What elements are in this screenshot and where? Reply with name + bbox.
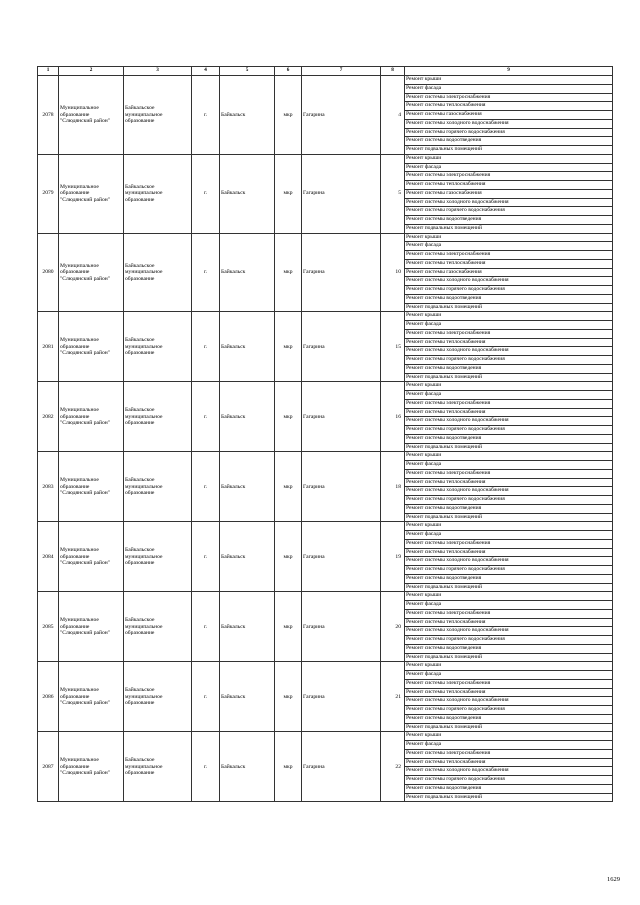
work-item: Ремонт подвальных помещений bbox=[406, 653, 483, 660]
municipal-district-cell: Муниципальное образование "Слюдянский район" bbox=[59, 382, 124, 452]
settlement-cell: Байкальское муниципальное образование bbox=[124, 382, 192, 452]
column-header: 4 bbox=[192, 67, 220, 76]
work-item: Ремонт системы электроснабжения bbox=[405, 400, 612, 409]
house-number-cell: 4 bbox=[381, 76, 405, 155]
settlement-cell: Байкальское муниципальное образование bbox=[124, 233, 192, 312]
works-list-cell bbox=[405, 382, 613, 452]
work-item: Ремонт системы теплоснабжения bbox=[405, 689, 612, 698]
row-number-cell: 2083 bbox=[38, 452, 59, 522]
work-item: Ремонт системы теплоснабжения bbox=[405, 619, 612, 628]
column-header: 2 bbox=[59, 67, 124, 76]
city-cell: Байкальск bbox=[220, 662, 275, 732]
locality-type-cell: г. bbox=[192, 592, 220, 662]
work-item: Ремонт фасада bbox=[405, 321, 612, 330]
microdistrict-cell: мкр bbox=[275, 312, 302, 382]
work-item: Ремонт фасада bbox=[405, 391, 612, 400]
street-cell: Гагарина bbox=[302, 76, 381, 155]
row-number-cell: 2079 bbox=[38, 154, 59, 233]
work-item: Ремонт крыши bbox=[405, 662, 612, 671]
work-item: Ремонт системы холодного водоснабжения bbox=[405, 277, 612, 286]
city-cell: Байкальск bbox=[220, 233, 275, 312]
work-item: Ремонт системы электроснабжения bbox=[405, 172, 612, 181]
work-item: Ремонт системы горячего водоснабжения bbox=[405, 566, 612, 575]
work-item: Ремонт системы холодного водоснабжения bbox=[405, 767, 612, 776]
row-number-cell: 2080 bbox=[38, 233, 59, 312]
microdistrict-cell: мкр bbox=[275, 662, 302, 732]
municipal-district-cell: Муниципальное образование "Слюдянский район" bbox=[59, 662, 124, 732]
work-item: Ремонт фасада bbox=[405, 531, 612, 540]
municipal-district-cell: Муниципальное образование "Слюдянский район" bbox=[59, 312, 124, 382]
street-cell: Гагарина bbox=[302, 233, 381, 312]
municipal-district-cell: Муниципальное образование "Слюдянский район" bbox=[59, 233, 124, 312]
municipal-district-cell: Муниципальное образование "Слюдянский район" bbox=[59, 522, 124, 592]
work-item: Ремонт системы водоотведения bbox=[405, 435, 612, 444]
work-item: Ремонт подвальных помещений bbox=[406, 793, 483, 800]
municipal-district-cell: Муниципальное образование "Слюдянский район" bbox=[59, 452, 124, 522]
work-item: Ремонт системы электроснабжения bbox=[405, 610, 612, 619]
locality-type-cell: г. bbox=[192, 382, 220, 452]
house-number-cell: 15 bbox=[381, 312, 405, 382]
table-row bbox=[38, 592, 613, 662]
work-item: Ремонт системы теплоснабжения bbox=[405, 339, 612, 348]
house-number-cell: 16 bbox=[381, 382, 405, 452]
row-number-cell: 2081 bbox=[38, 312, 59, 382]
settlement-cell: Байкальское муниципальное образование bbox=[124, 452, 192, 522]
work-item: Ремонт системы холодного водоснабжения bbox=[405, 199, 612, 208]
work-item: Ремонт системы холодного водоснабжения bbox=[405, 347, 612, 356]
work-item: Ремонт системы водоотведения bbox=[405, 295, 612, 304]
row-number-cell: 2078 bbox=[38, 76, 59, 155]
street-cell: Гагарина bbox=[302, 312, 381, 382]
work-item: Ремонт крыши bbox=[405, 732, 612, 741]
table-row bbox=[38, 312, 613, 382]
table-row bbox=[38, 154, 613, 233]
column-header: 1 bbox=[38, 67, 59, 76]
locality-type-cell: г. bbox=[192, 732, 220, 802]
street-cell: Гагарина bbox=[302, 522, 381, 592]
street-cell: Гагарина bbox=[302, 592, 381, 662]
work-item: Ремонт системы электроснабжения bbox=[405, 251, 612, 260]
work-item: Ремонт системы горячего водоснабжения bbox=[405, 207, 612, 216]
work-item: Ремонт системы холодного водоснабжения bbox=[405, 417, 612, 426]
work-item: Ремонт крыши bbox=[405, 592, 612, 601]
work-item: Ремонт системы электроснабжения bbox=[405, 94, 612, 103]
work-item: Ремонт системы горячего водоснабжения bbox=[405, 496, 612, 505]
work-item: Ремонт крыши bbox=[405, 234, 612, 243]
work-item: Ремонт системы электроснабжения bbox=[405, 330, 612, 339]
settlement-cell: Байкальское муниципальное образование bbox=[124, 732, 192, 802]
municipal-district-cell: Муниципальное образование "Слюдянский район" bbox=[59, 732, 124, 802]
work-item: Ремонт системы водоотведения bbox=[405, 137, 612, 146]
work-item: Ремонт фасада bbox=[405, 461, 612, 470]
settlement-cell: Байкальское муниципальное образование bbox=[124, 76, 192, 155]
locality-type-cell: г. bbox=[192, 154, 220, 233]
work-item: Ремонт подвальных помещений bbox=[406, 513, 483, 520]
work-item: Ремонт системы теплоснабжения bbox=[405, 409, 612, 418]
settlement-cell: Байкальское муниципальное образование bbox=[124, 592, 192, 662]
work-item: Ремонт фасада bbox=[405, 601, 612, 610]
work-item: Ремонт системы электроснабжения bbox=[405, 750, 612, 759]
microdistrict-cell: мкр bbox=[275, 592, 302, 662]
microdistrict-cell: мкр bbox=[275, 233, 302, 312]
work-item: Ремонт системы газоснабжения bbox=[405, 269, 612, 278]
locality-type-cell: г. bbox=[192, 76, 220, 155]
table-row bbox=[38, 452, 613, 522]
house-number-cell: 5 bbox=[381, 154, 405, 233]
column-header: 5 bbox=[220, 67, 275, 76]
house-number-cell: 21 bbox=[381, 662, 405, 732]
works-list-cell bbox=[405, 452, 613, 522]
work-item: Ремонт системы холодного водоснабжения bbox=[405, 487, 612, 496]
microdistrict-cell: мкр bbox=[275, 522, 302, 592]
work-item: Ремонт крыши bbox=[405, 452, 612, 461]
work-item: Ремонт системы холодного водоснабжения bbox=[405, 627, 612, 636]
work-item: Ремонт системы горячего водоснабжения bbox=[405, 286, 612, 295]
work-item: Ремонт системы горячего водоснабжения bbox=[405, 706, 612, 715]
locality-type-cell: г. bbox=[192, 233, 220, 312]
work-item: Ремонт системы горячего водоснабжения bbox=[405, 129, 612, 138]
work-item: Ремонт системы газоснабжения bbox=[405, 111, 612, 120]
work-item: Ремонт системы холодного водоснабжения bbox=[405, 697, 612, 706]
work-item: Ремонт системы водоотведения bbox=[405, 645, 612, 654]
work-item: Ремонт подвальных помещений bbox=[406, 224, 483, 231]
work-item: Ремонт крыши bbox=[405, 312, 612, 321]
work-item: Ремонт системы теплоснабжения bbox=[405, 102, 612, 111]
city-cell: Байкальск bbox=[220, 452, 275, 522]
work-item: Ремонт подвальных помещений bbox=[406, 303, 483, 310]
locality-type-cell: г. bbox=[192, 452, 220, 522]
row-number-cell: 2086 bbox=[38, 662, 59, 732]
work-item: Ремонт крыши bbox=[405, 382, 612, 391]
work-item: Ремонт системы горячего водоснабжения bbox=[405, 636, 612, 645]
municipal-district-cell: Муниципальное образование "Слюдянский район" bbox=[59, 592, 124, 662]
street-cell: Гагарина bbox=[302, 382, 381, 452]
column-header: 8 bbox=[381, 67, 405, 76]
work-item: Ремонт подвальных помещений bbox=[406, 443, 483, 450]
work-item: Ремонт подвальных помещений bbox=[406, 583, 483, 590]
work-item: Ремонт системы водоотведения bbox=[405, 365, 612, 374]
works-list-cell bbox=[405, 312, 613, 382]
city-cell: Байкальск bbox=[220, 154, 275, 233]
work-item: Ремонт системы водоотведения bbox=[405, 715, 612, 724]
work-item: Ремонт системы горячего водоснабжения bbox=[405, 426, 612, 435]
work-item: Ремонт крыши bbox=[405, 76, 612, 85]
locality-type-cell: г. bbox=[192, 312, 220, 382]
house-number-cell: 22 bbox=[381, 732, 405, 802]
work-item: Ремонт подвальных помещений bbox=[406, 146, 483, 152]
locality-type-cell: г. bbox=[192, 522, 220, 592]
works-list-cell bbox=[405, 592, 613, 662]
work-item: Ремонт системы теплоснабжения bbox=[405, 181, 612, 190]
work-item: Ремонт системы теплоснабжения bbox=[405, 549, 612, 558]
city-cell: Байкальск bbox=[220, 592, 275, 662]
settlement-cell: Байкальское муниципальное образование bbox=[124, 154, 192, 233]
work-item: Ремонт системы горячего водоснабжения bbox=[405, 776, 612, 785]
work-item: Ремонт системы теплоснабжения bbox=[405, 479, 612, 488]
work-item: Ремонт фасада bbox=[405, 164, 612, 173]
settlement-cell: Байкальское муниципальное образование bbox=[124, 662, 192, 732]
work-item: Ремонт системы электроснабжения bbox=[405, 540, 612, 549]
microdistrict-cell: мкр bbox=[275, 154, 302, 233]
work-item: Ремонт системы водоотведения bbox=[405, 505, 612, 514]
work-item: Ремонт фасада bbox=[405, 741, 612, 750]
column-header: 7 bbox=[302, 67, 381, 76]
microdistrict-cell: мкр bbox=[275, 382, 302, 452]
work-item: Ремонт системы горячего водоснабжения bbox=[405, 356, 612, 365]
work-item: Ремонт системы электроснабжения bbox=[405, 680, 612, 689]
repair-program-table bbox=[37, 66, 613, 802]
street-cell: Гагарина bbox=[302, 154, 381, 233]
locality-type-cell: г. bbox=[192, 662, 220, 732]
table-body bbox=[38, 76, 613, 802]
street-cell: Гагарина bbox=[302, 662, 381, 732]
work-item: Ремонт фасада bbox=[405, 242, 612, 251]
works-list-cell bbox=[405, 662, 613, 732]
microdistrict-cell: мкр bbox=[275, 76, 302, 155]
settlement-cell: Байкальское муниципальное образование bbox=[124, 312, 192, 382]
table-row bbox=[38, 76, 613, 155]
city-cell: Байкальск bbox=[220, 732, 275, 802]
table-row bbox=[38, 233, 613, 312]
work-item: Ремонт крыши bbox=[405, 522, 612, 531]
work-item: Ремонт системы электроснабжения bbox=[405, 470, 612, 479]
works-list-cell bbox=[405, 732, 613, 802]
page-number: 1629 bbox=[607, 876, 620, 883]
work-item: Ремонт системы теплоснабжения bbox=[405, 260, 612, 269]
street-cell: Гагарина bbox=[302, 452, 381, 522]
works-list-cell bbox=[405, 522, 613, 592]
row-number-cell: 2087 bbox=[38, 732, 59, 802]
work-item: Ремонт фасада bbox=[405, 671, 612, 680]
street-cell: Гагарина bbox=[302, 732, 381, 802]
row-number-cell: 2085 bbox=[38, 592, 59, 662]
work-item: Ремонт системы теплоснабжения bbox=[405, 759, 612, 768]
microdistrict-cell: мкр bbox=[275, 452, 302, 522]
municipal-district-cell: Муниципальное образование "Слюдянский район" bbox=[59, 154, 124, 233]
work-item: Ремонт системы холодного водоснабжения bbox=[405, 120, 612, 129]
work-item: Ремонт крыши bbox=[405, 155, 612, 164]
table-row bbox=[38, 382, 613, 452]
house-number-cell: 18 bbox=[381, 452, 405, 522]
work-item: Ремонт системы водоотведения bbox=[405, 575, 612, 584]
column-header: 3 bbox=[124, 67, 192, 76]
work-item: Ремонт подвальных помещений bbox=[406, 373, 483, 380]
work-item: Ремонт фасада bbox=[405, 85, 612, 94]
column-header: 6 bbox=[275, 67, 302, 76]
house-number-cell: 20 bbox=[381, 592, 405, 662]
work-item: Ремонт подвальных помещений bbox=[406, 723, 483, 730]
works-list-cell bbox=[405, 233, 613, 312]
city-cell: Байкальск bbox=[220, 312, 275, 382]
work-item: Ремонт системы холодного водоснабжения bbox=[405, 557, 612, 566]
table-row bbox=[38, 662, 613, 732]
work-item: Ремонт системы водоотведения bbox=[405, 216, 612, 225]
works-list-cell bbox=[405, 76, 613, 155]
works-list-cell bbox=[405, 154, 613, 233]
house-number-cell: 19 bbox=[381, 522, 405, 592]
table-header-row bbox=[38, 67, 613, 76]
column-header: 9 bbox=[405, 67, 613, 76]
work-item: Ремонт системы газоснабжения bbox=[405, 190, 612, 199]
row-number-cell: 2084 bbox=[38, 522, 59, 592]
table-row bbox=[38, 522, 613, 592]
house-number-cell: 10 bbox=[381, 233, 405, 312]
table-row bbox=[38, 732, 613, 802]
row-number-cell: 2082 bbox=[38, 382, 59, 452]
microdistrict-cell: мкр bbox=[275, 732, 302, 802]
work-item: Ремонт системы водоотведения bbox=[405, 785, 612, 794]
city-cell: Байкальск bbox=[220, 382, 275, 452]
city-cell: Байкальск bbox=[220, 76, 275, 155]
city-cell: Байкальск bbox=[220, 522, 275, 592]
municipal-district-cell: Муниципальное образование "Слюдянский район" bbox=[59, 76, 124, 155]
settlement-cell: Байкальское муниципальное образование bbox=[124, 522, 192, 592]
